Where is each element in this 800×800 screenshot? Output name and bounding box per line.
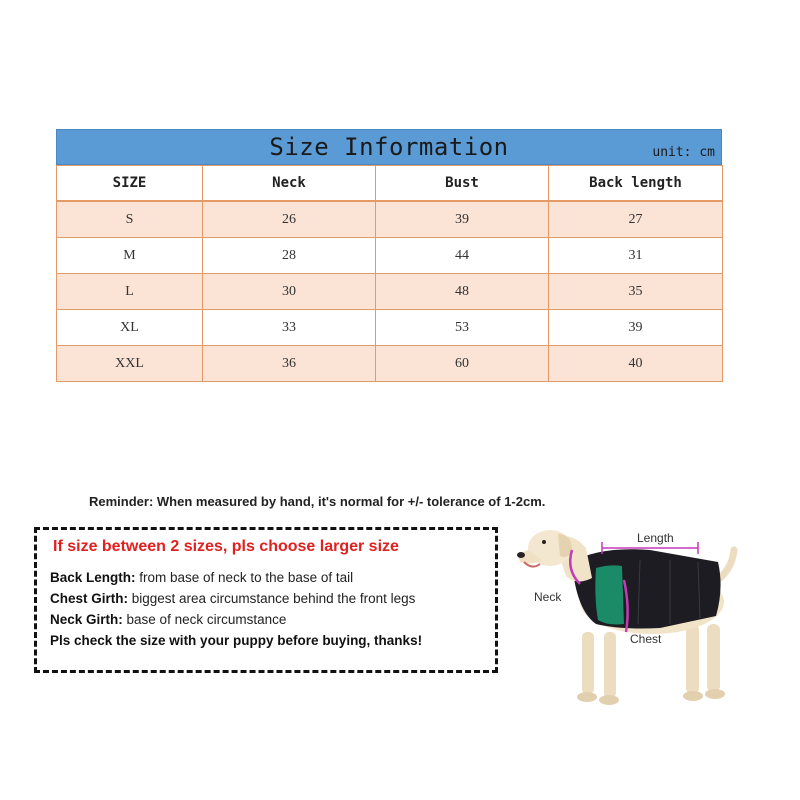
note-chest-girth [50,591,415,606]
dog-illustration [510,520,770,720]
cell-back-length: 40 [549,346,723,382]
size-grid [56,165,723,382]
measurement-notes-box [34,527,498,673]
cell-neck: 26 [203,201,376,238]
cell-bust: 48 [376,274,549,310]
cell-neck: 28 [203,238,376,274]
note-neck-girth [50,612,286,627]
note-desc: from base of neck to the base of tail [135,570,354,585]
header-row [57,166,723,202]
size-table [56,129,722,382]
cell-bust: 60 [376,346,549,382]
cell-bust: 44 [376,238,549,274]
table-title: Size Information [269,133,509,161]
unit-label: unit: cm [652,145,715,160]
table-row [57,201,723,238]
header-size: SIZE [57,166,203,202]
cell-size: XXL [57,346,203,382]
header-bust: Bust [376,166,549,202]
cell-bust: 53 [376,310,549,346]
length-label: Length [637,531,674,545]
note-check-size: Pls check the size with your puppy before buying, thanks! [50,633,423,648]
cell-size: L [57,274,203,310]
cell-neck: 30 [203,274,376,310]
header-back-length: Back length [549,166,723,202]
chest-label: Chest [630,632,662,646]
tolerance-reminder: Reminder: When measured by hand, it's normal for +/- tolerance of 1-2cm. [89,494,546,509]
header-neck: Neck [203,166,376,202]
cell-back-length: 35 [549,274,723,310]
cell-size: S [57,201,203,238]
note-back-length [50,570,353,585]
cell-size: XL [57,310,203,346]
cell-neck: 36 [203,346,376,382]
cell-back-length: 27 [549,201,723,238]
note-term: Neck Girth: [50,612,123,627]
note-term: Back Length: [50,570,136,585]
table-row [57,346,723,382]
size-advice-headline: If size between 2 sizes, pls choose larger size [53,538,399,555]
table-row [57,310,723,346]
cell-back-length: 31 [549,238,723,274]
table-row [57,274,723,310]
cell-neck: 33 [203,310,376,346]
note-desc: biggest area circumstance behind the front legs [128,591,416,606]
neck-label: Neck [534,590,562,604]
cell-back-length: 39 [549,310,723,346]
cell-size: M [57,238,203,274]
dog-measurement-diagram [510,520,770,720]
table-title-bar [56,129,722,165]
note-term: Chest Girth: [50,591,129,606]
cell-bust: 39 [376,201,549,238]
table-row [57,238,723,274]
note-desc: base of neck circumstance [122,612,287,627]
